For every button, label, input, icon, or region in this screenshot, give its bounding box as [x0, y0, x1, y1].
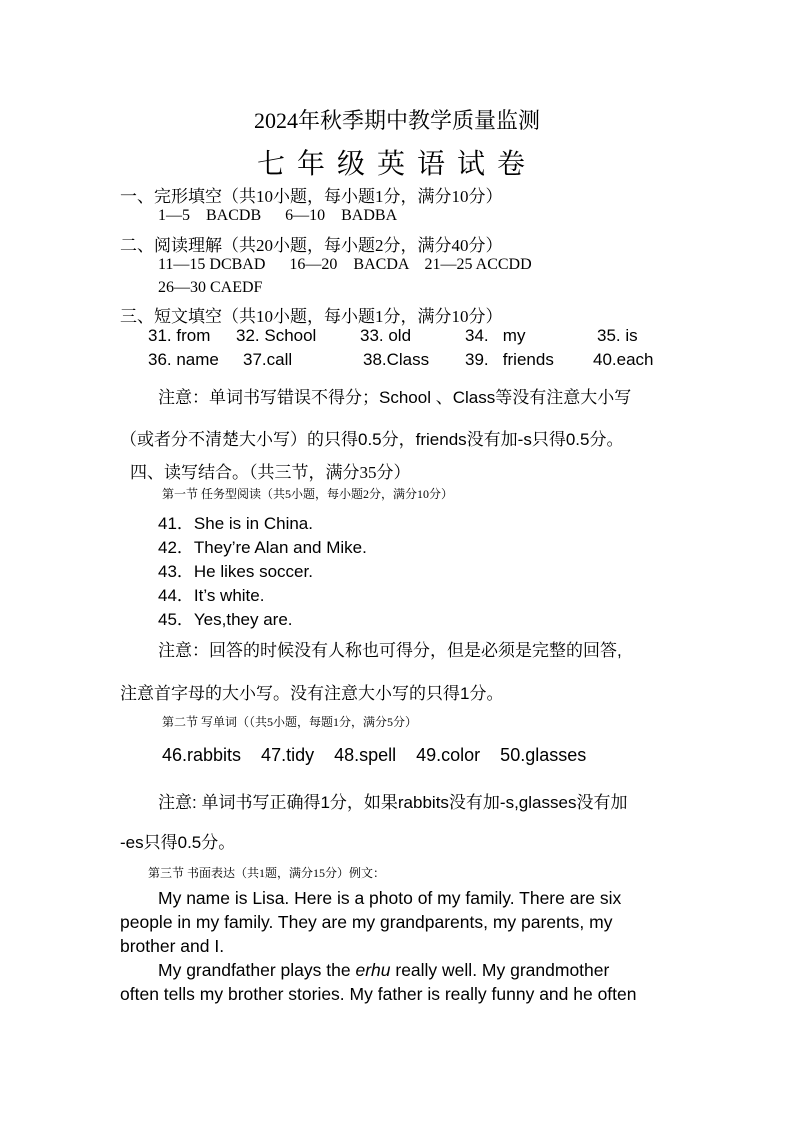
- essay-para2-line1: [158, 960, 609, 981]
- section3-note-line1: 注意：单词书写错误不得分；School 、Class等没有注意大小写: [158, 388, 632, 407]
- essay-para1-line1: My name is Lisa. Here is a photo of my family. There are six: [158, 888, 622, 908]
- fill-answer-32: 32. School: [236, 326, 317, 345]
- task-answer-42: 42．They’re Alan and Mike.: [158, 538, 367, 557]
- task-answer-41: 41．She is in China.: [158, 514, 313, 533]
- exam-subtitle: 七年级英语试卷: [256, 149, 537, 180]
- section1-answers: 1—5 BACDB 6—10 BADBA: [158, 207, 398, 224]
- task-answer-43: 43．He likes soccer.: [158, 562, 313, 581]
- word-answers: 46.rabbits 47.tidy 48.spell 49.color 50.glasses: [162, 745, 587, 765]
- section2-answers-line2: 26—30 CAEDF: [158, 279, 263, 296]
- fill-answer-39: 39. friends: [465, 350, 554, 369]
- fill-answer-35: 35. is: [597, 326, 638, 345]
- part2-heading: 第二节 写单词（（共5小题，每题1分，满分5分）: [162, 715, 418, 729]
- fill-answer-36: 36. name: [148, 350, 219, 369]
- part1-heading: 第一节 任务型阅读（共5小题，每小题2分，满分10分）: [162, 487, 454, 501]
- part2-note-line2: -es只得0.5分。: [120, 833, 236, 852]
- part3-heading: 第三节 书面表达（共1题，满分15分）例文：: [148, 866, 386, 880]
- section2-answers-line1: 11—15 DCBAD 16—20 BACDA 21—25 ACCDD: [158, 256, 532, 273]
- section3-heading: 三、短文填空（共10小题，每小题1分，满分10分）: [120, 307, 503, 326]
- part2-note-line1: 注意: 单词书写正确得1分，如果rabbits没有加-s,glasses没有加: [158, 793, 628, 812]
- fill-answer-31: 31. from: [148, 326, 211, 345]
- task-answer-44: 44．It’s white.: [158, 586, 265, 605]
- essay-para2-line2: often tells my brother stories. My father is really funny and he often: [120, 984, 637, 1004]
- fill-answer-33: 33. old: [360, 326, 412, 345]
- fill-answer-40: 40.each: [593, 350, 654, 369]
- section1-heading: 一、完形填空（共10小题，每小题1分，满分10分）: [120, 187, 503, 206]
- section3-note-line2: （或者分不清楚大小写）的只得0.5分，friends没有加-s只得0.5分。: [120, 430, 624, 449]
- essay-text: My grandfather plays the: [158, 960, 356, 980]
- fill-answer-37: 37.call: [243, 350, 293, 369]
- section2-heading: 二、阅读理解（共20小题，每小题2分，满分40分）: [120, 236, 503, 255]
- fill-answer-34: 34. my: [465, 326, 526, 345]
- essay-italic-word: erhu: [355, 960, 391, 980]
- essay-text: really well. My grandmother: [390, 960, 610, 980]
- section4-heading: 四、读写结合。（共三节，满分35分）: [130, 463, 411, 482]
- exam-title: 2024年秋季期中教学质量监测: [253, 108, 540, 133]
- part1-note-line1: 注意：回答的时候没有人称也可得分，但是必须是完整的回答,: [158, 641, 622, 660]
- essay-para1-line2: people in my family. They are my grandparents, my parents, my: [120, 912, 613, 932]
- task-answer-45: 45．Yes,they are.: [158, 610, 293, 629]
- fill-answer-38: 38.Class: [363, 350, 430, 369]
- part1-note-line2: 注意首字母的大小写。没有注意大小写的只得1分。: [120, 684, 504, 703]
- essay-para1-line3: brother and I.: [120, 936, 225, 956]
